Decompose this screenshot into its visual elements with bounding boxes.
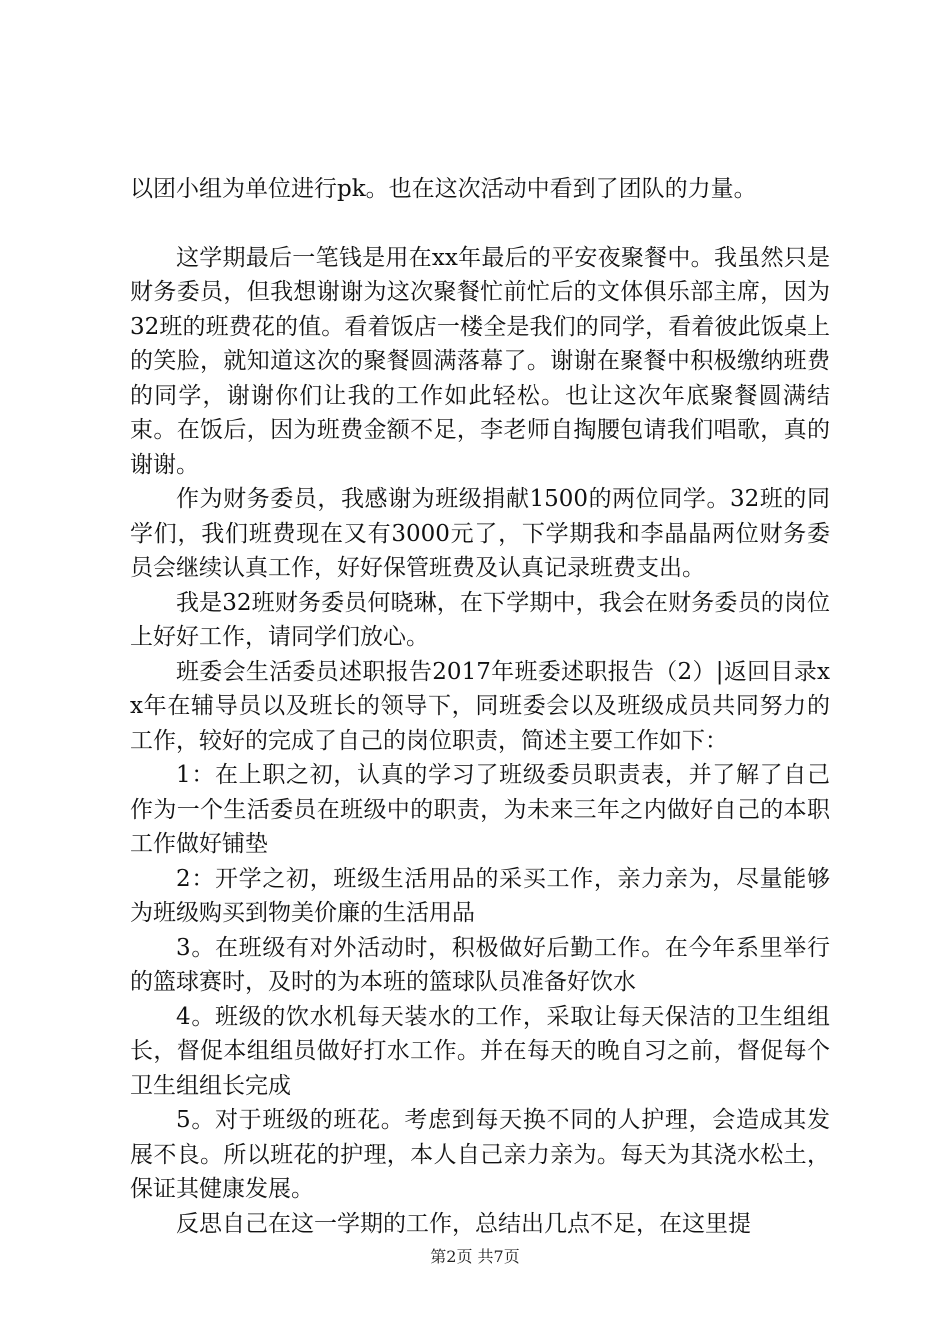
- paragraph: 班委会生活委员述职报告2017年班委述职报告（2）|返回目录xx年在辅导员以及班长的领导下，同班委会以及班级成员共同努力的工作，较好的完成了自己的岗位职责，简述主要工作如下：: [130, 658, 830, 754]
- paragraph: 1：在上职之初，认真的学习了班级委员职责表，并了解了自己作为一个生活委员在班级中的职责，为未来三年之内做好自己的本职工作做好铺垫: [130, 762, 830, 857]
- document-body: [130, 172, 830, 1241]
- paragraph: 作为财务委员，我感谢为班级捐献1500的两位同学。32班的同学们，我们班费现在又有3000元了，下学期我和李晶晶两位财务委员会继续认真工作，好好保管班费及认真记录班费支出。: [130, 486, 830, 581]
- paragraph: 这学期最后一笔钱是用在xx年最后的平安夜聚餐中。我虽然只是财务委员，但我想谢谢为这次聚餐忙前忙后的文体俱乐部主席，因为32班的班费花的值。看着饭店一楼全是我们的同学，看着彼此饭桌上的笑脸，就知道这次的聚餐圆满落幕了。谢谢在聚餐中积极缴纳班费的同学，谢谢你们让我的工作如此轻松。也让这次年底聚餐圆满结束。在饭后，因为班费金额不足，李老师自掏腰包请我们唱歌，真的谢谢。: [130, 244, 830, 478]
- paragraph: 4。班级的饮水机每天装水的工作，采取让每天保洁的卫生组组长，督促本组组员做好打水工作。并在每天的晚自习之前，督促每个卫生组组长完成: [130, 1003, 830, 1099]
- paragraph: 5。对于班级的班花。考虑到每天换不同的人护理，会造成其发展不良。所以班花的护理，本人自己亲力亲为。每天为其浇水松土，保证其健康发展。: [130, 1107, 830, 1202]
- page-number-footer: 第2页 共7页: [430, 1247, 520, 1266]
- paragraph: 3。在班级有对外活动时，积极做好后勤工作。在今年系里举行的篮球赛时，及时的为本班的篮球队员准备好饮水: [130, 934, 830, 995]
- paragraph: 我是32班财务委员何晓琳，在下学期中，我会在财务委员的岗位上好好工作，请同学们放心。: [130, 589, 830, 650]
- paragraph: 2：开学之初，班级生活用品的采买工作，亲力亲为，尽量能够为班级购买到物美价廉的生活用品: [130, 865, 830, 926]
- paragraph: 反思自己在这一学期的工作，总结出几点不足，在这里提: [176, 1210, 751, 1237]
- paragraph: 以团小组为单位进行pk。也在这次活动中看到了团队的力量。: [130, 176, 757, 202]
